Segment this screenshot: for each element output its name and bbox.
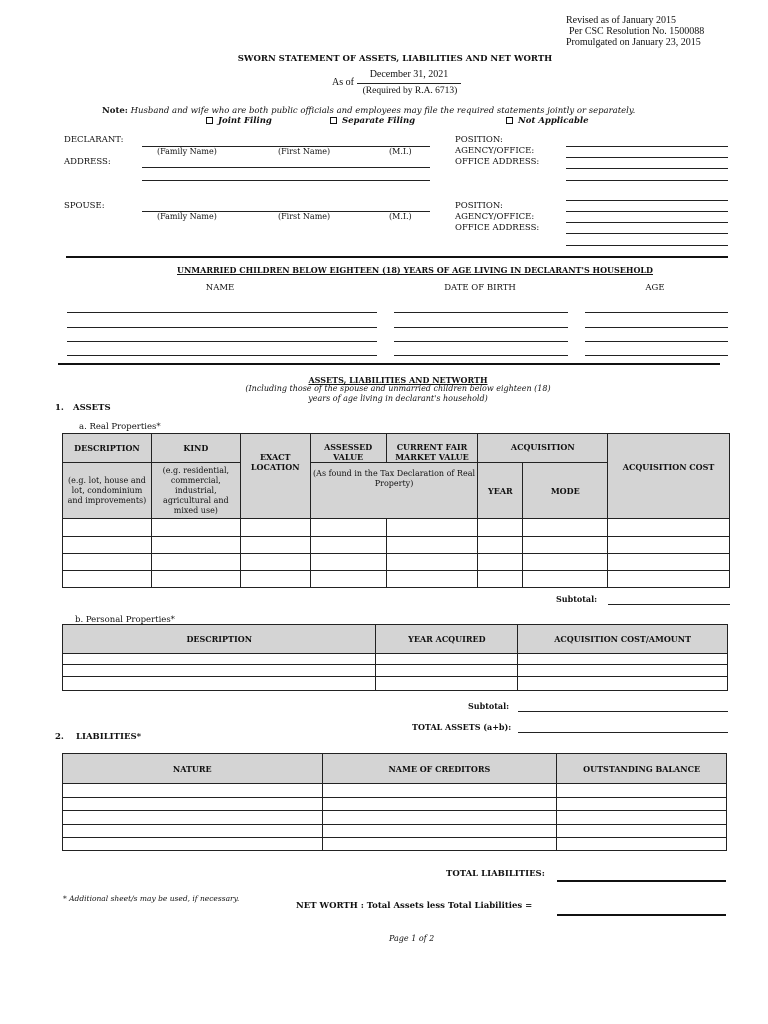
personal-subtotal-field[interactable] (518, 711, 728, 712)
revision-line-1: Revised as of January 2015 (566, 15, 676, 26)
table-row (63, 798, 727, 811)
option-not-applicable[interactable]: Not Applicable (506, 116, 589, 126)
spouse-office-field-2[interactable] (566, 245, 728, 246)
real-col-year: YEAR (478, 463, 523, 519)
table-row (63, 825, 727, 838)
personal-col-description: DESCRIPTION (63, 625, 376, 654)
declarant-office-field-2[interactable] (566, 180, 728, 181)
checkbox-icon[interactable] (330, 117, 337, 124)
address-field-1[interactable] (142, 167, 430, 168)
assets-label: ASSETS (73, 403, 111, 413)
declarant-label: DECLARANT: (64, 135, 124, 145)
real-col-exact-location: EXACT LOCATION (240, 434, 310, 519)
real-description-note: (e.g. lot, house and lot, condominium and improvements) (63, 463, 152, 519)
as-of-date: December 31, 2021 (369, 69, 449, 80)
spouse-office-address-label: OFFICE ADDRESS: (455, 223, 540, 233)
child-age-field-4[interactable] (585, 355, 728, 356)
net-worth-label: NET WORTH : Total Assets less Total Liabilities = (296, 901, 533, 911)
note-line (102, 106, 635, 116)
as-of-underline (357, 83, 461, 84)
form-title: SWORN STATEMENT OF ASSETS, LIABILITIES AND NET WORTH (237, 54, 553, 64)
table-row (63, 838, 727, 851)
footnote: * Additional sheet/s may be used, if necessary. (63, 894, 240, 903)
child-age-field-3[interactable] (585, 341, 728, 342)
child-age-field-1[interactable] (585, 312, 728, 313)
real-tax-note: (As found in the Tax Declaration of Real Property) (310, 463, 478, 519)
child-name-field-2[interactable] (67, 327, 377, 328)
note-label: Note: (102, 106, 128, 116)
table-row (63, 677, 728, 691)
declarant-family-name: (Family Name) (157, 147, 217, 156)
table-row (63, 665, 728, 677)
real-col-mode: MODE (523, 463, 608, 519)
liabilities-col-nature: NATURE (63, 754, 323, 784)
children-col-dob: DATE OF BIRTH (444, 283, 516, 293)
spouse-first-name: (First Name) (278, 212, 331, 221)
net-worth-field[interactable] (557, 914, 726, 916)
checkbox-icon[interactable] (206, 117, 213, 124)
declarant-agency-label: AGENCY/OFFICE: (455, 146, 535, 156)
table-row (63, 811, 727, 825)
section-divider-2 (58, 363, 720, 365)
child-dob-field-4[interactable] (394, 355, 568, 356)
children-heading: UNMARRIED CHILDREN BELOW EIGHTEEN (18) YEARS OF AGE LIVING IN DECLARANT'S HOUSEHOLD (177, 265, 653, 275)
child-name-field-1[interactable] (67, 312, 377, 313)
declarant-agency-field[interactable] (566, 157, 728, 158)
address-field-2[interactable] (142, 180, 430, 181)
spouse-office-field-1[interactable] (566, 233, 728, 234)
page-number: Page 1 of 2 (389, 934, 435, 943)
real-properties-label: a. Real Properties* (79, 422, 161, 432)
declarant-office-field-1[interactable] (566, 168, 728, 169)
personal-properties-table (62, 624, 728, 691)
declarant-first-name: (First Name) (278, 147, 331, 156)
total-assets-label: TOTAL ASSETS (a+b): (412, 722, 512, 732)
spouse-family-name: (Family Name) (157, 212, 217, 221)
as-of-label: As of (332, 77, 354, 88)
liabilities-col-balance: OUTSTANDING BALANCE (557, 754, 727, 784)
real-subtotal-label: Subtotal: (556, 594, 598, 604)
real-col-description: DESCRIPTION (63, 434, 152, 463)
required-by: (Required by R.A. 6713) (362, 86, 458, 96)
declarant-mi: (M.I.) (389, 147, 412, 156)
personal-subtotal-label: Subtotal: (468, 701, 510, 711)
personal-col-acquisition-cost: ACQUISITION COST/AMOUNT (518, 625, 728, 654)
revision-line-2: Per CSC Resolution No. 1500088 (569, 26, 705, 37)
real-subtotal-field[interactable] (608, 604, 730, 605)
revision-block (566, 15, 704, 48)
liabilities-number: 2. (55, 732, 64, 742)
option-separate-filing[interactable]: Separate Filing (330, 116, 415, 126)
spouse-agency-label: AGENCY/OFFICE: (455, 212, 535, 222)
spouse-mi: (M.I.) (389, 212, 412, 221)
revision-line-3: Promulgated on January 23, 2015 (566, 37, 701, 48)
real-col-acquisition: ACQUISITION (478, 434, 608, 463)
address-label: ADDRESS: (64, 157, 111, 167)
real-col-assessed-value: ASSESSED VALUE (310, 434, 386, 463)
spouse-position-label: POSITION: (455, 201, 503, 211)
table-row (63, 571, 730, 588)
alnw-sub-1: (Including those of the spouse and unmarried children below eighteen (18) (245, 384, 551, 393)
total-liabilities-label: TOTAL LIABILITIES: (446, 869, 545, 879)
alnw-heading: ASSETS, LIABILITIES AND NETWORTH (308, 375, 488, 385)
child-age-field-2[interactable] (585, 327, 728, 328)
personal-properties-label: b. Personal Properties* (75, 615, 175, 625)
checkbox-icon[interactable] (506, 117, 513, 124)
child-dob-field-2[interactable] (394, 327, 568, 328)
table-row (63, 784, 727, 798)
spouse-field-0[interactable] (566, 200, 728, 201)
table-row (63, 537, 730, 554)
liabilities-label: LIABILITIES* (76, 732, 142, 742)
table-row (63, 654, 728, 665)
liabilities-table (62, 753, 727, 851)
child-name-field-4[interactable] (67, 355, 377, 356)
children-col-name: NAME (205, 283, 235, 293)
real-col-kind: KIND (151, 434, 240, 463)
real-col-acquisition-cost: ACQUISITION COST (608, 434, 730, 519)
real-properties-table (62, 433, 730, 588)
total-liabilities-field[interactable] (557, 880, 726, 882)
note-text: Husband and wife who are both public officials and employees may file the required statements jointly or separately. (130, 106, 636, 116)
declarant-office-address-label: OFFICE ADDRESS: (455, 157, 540, 167)
table-row (63, 519, 730, 537)
section-divider-1 (66, 256, 728, 258)
option-joint-filing[interactable]: Joint Filing (206, 116, 272, 126)
child-dob-field-1[interactable] (394, 312, 568, 313)
table-row (63, 554, 730, 571)
spouse-agency-field[interactable] (566, 222, 728, 223)
child-name-field-3[interactable] (67, 341, 377, 342)
children-col-age: AGE (645, 283, 665, 293)
real-kind-note: (e.g. residential, commercial, industrial, agricultural and mixed use) (151, 463, 240, 519)
liabilities-col-creditors: NAME OF CREDITORS (322, 754, 557, 784)
personal-col-year-acquired: YEAR ACQUIRED (376, 625, 518, 654)
assets-number: 1. (55, 403, 64, 413)
alnw-sub-2: years of age living in declarant's household) (308, 394, 488, 403)
child-dob-field-3[interactable] (394, 341, 568, 342)
spouse-label: SPOUSE: (64, 201, 105, 211)
declarant-position-field[interactable] (566, 146, 728, 147)
total-assets-field[interactable] (518, 732, 728, 733)
declarant-position-label: POSITION: (455, 135, 503, 145)
spouse-position-field[interactable] (566, 211, 728, 212)
real-col-current-fmv: CURRENT FAIR MARKET VALUE (386, 434, 478, 463)
